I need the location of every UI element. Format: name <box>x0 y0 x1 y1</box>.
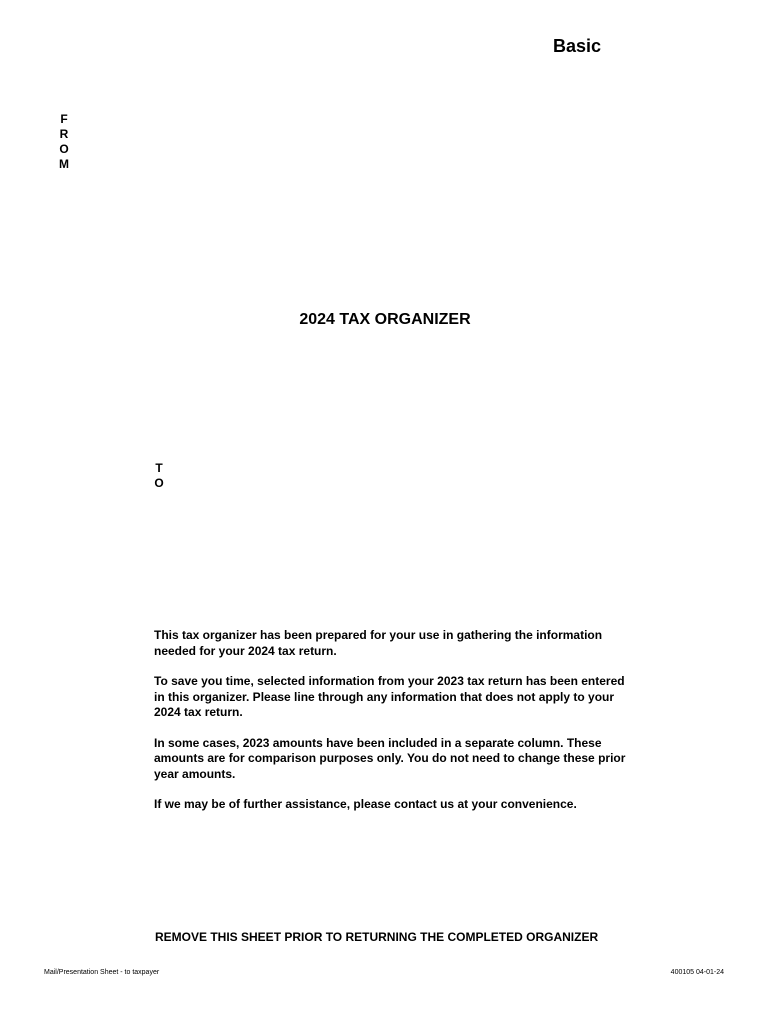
to-label <box>153 461 165 491</box>
intro-paragraph: This tax organizer has been prepared for your use in gathering the information needed for your 2024 tax return. <box>154 628 603 658</box>
from-letter: M <box>59 157 69 171</box>
footer-form-code: 400105 04-01-24 <box>670 969 724 976</box>
intro-paragraph: In some cases, 2023 amounts have been included in a separate column. These amounts are for comparison purposes only. You do not need to change these prior year amounts. <box>154 735 626 781</box>
intro-paragraph: To save you time, selected information from your 2023 tax return has been entered in this organizer. Please line through any information that does not apply to your 2024 tax return. <box>154 674 625 719</box>
from-label <box>58 112 70 172</box>
from-letter: O <box>59 142 69 156</box>
edition-label: Basic <box>553 36 602 56</box>
intro-text <box>154 628 634 828</box>
remove-sheet-notice: REMOVE THIS SHEET PRIOR TO RETURNING THE COMPLETED ORGANIZER <box>155 930 599 944</box>
footer-sheet-name: Mail/Presentation Sheet - to taxpayer <box>44 969 160 976</box>
page-title: 2024 TAX ORGANIZER <box>299 311 471 328</box>
intro-paragraph: If we may be of further assistance, please contact us at your convenience. <box>154 797 577 811</box>
to-letter: O <box>154 476 164 490</box>
from-letter: R <box>59 127 69 141</box>
from-letter: F <box>60 112 68 126</box>
to-letter: T <box>155 461 163 475</box>
